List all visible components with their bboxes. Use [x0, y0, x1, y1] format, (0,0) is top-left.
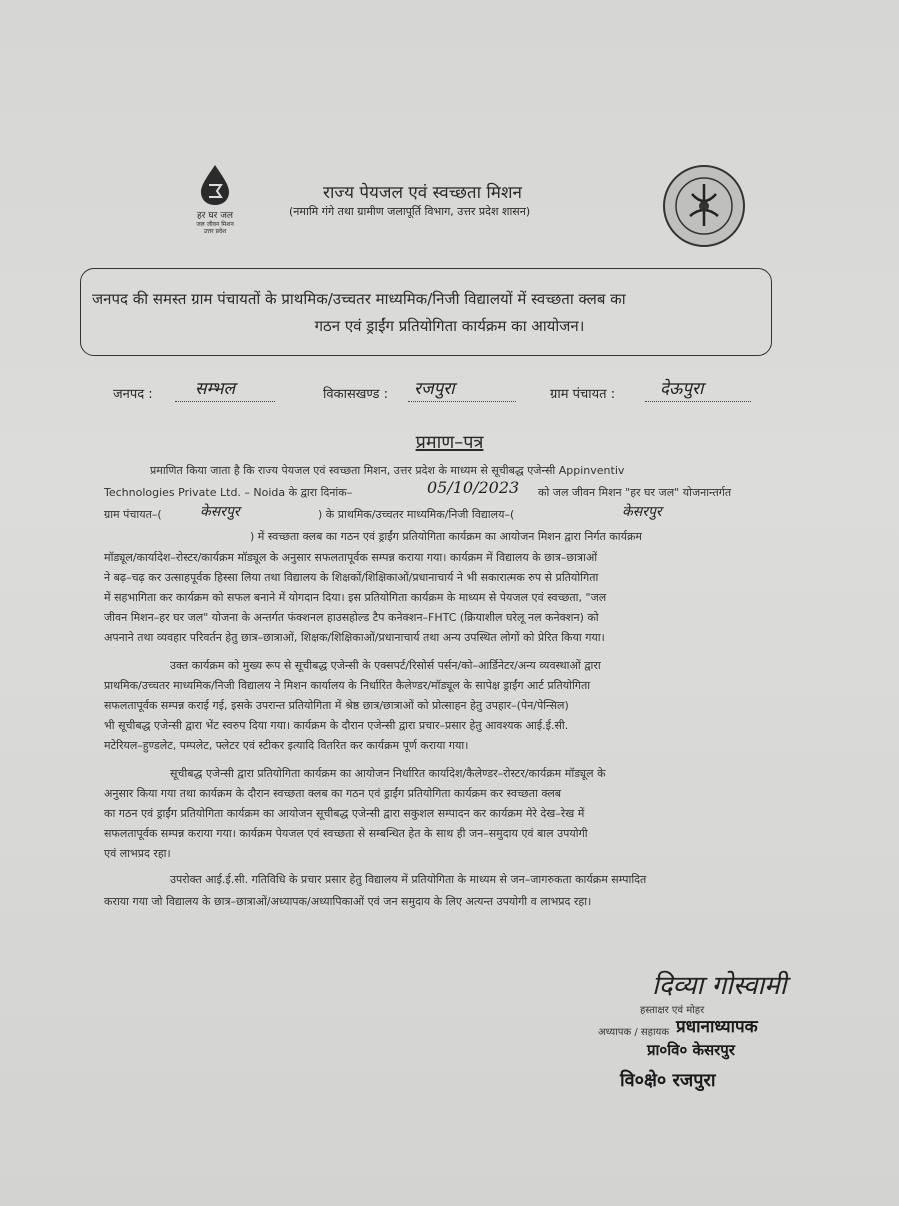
para2-line1: उक्त कार्यक्रम को मुख्य रूप से सूचीबद्ध एजेन्सी के एक्सपर्ट/रिसोर्स पर्सन/को–आर्डिनेटर/अन्य व्यवस्थाओं द्वारा: [170, 659, 601, 672]
school-name: केसरपुर: [622, 504, 662, 520]
role-label: अध्यापक / सहायक: [598, 1027, 670, 1038]
village-name: केसरपुर: [200, 504, 240, 520]
mission-title: राज्य पेयजल एवं स्वच्छता मिशन: [323, 183, 522, 203]
para1-line5: मॉड्यूल/कार्यादेश–रोस्टर/कार्यक्रम मॉड्यूल के अनुसार सफलतापूर्वक सम्पन्न कराया गया। कार्यक्रम में विद्यालय के छात्र–छात्राओं: [104, 551, 598, 564]
block-value: रजपुरा: [414, 379, 455, 399]
district-underline: [175, 401, 275, 402]
para3-line1: सूचीबद्ध एजेन्सी द्वारा प्रतियोगिता कार्यक्रम का आयोजन निर्धारित कार्यादेश/कैलेण्डर–रोस्टर/कार्यक्रम मॉड्यूल के: [170, 767, 606, 780]
up-government-seal: [662, 164, 746, 248]
para4-line2: कराया गया जो विद्यालय के छात्र–छात्राओं/अध्यापक/अध्यापिकाओं एवं जन समुदाय के लिए अत्यन्त उपयोगी व लाभप्रद रहा।: [104, 895, 592, 908]
stamp-block: वि०क्षे० रजपुरा: [620, 1070, 716, 1091]
para1-line3a: ग्राम पंचायत–(: [104, 508, 162, 521]
para2-line2: प्राथमिक/उच्चतर माध्यमिक/निजी विद्यालय ने मिशन कार्यालय के निर्धारित कैलेण्डर/मॉड्यूल के सापेक्ष ड्राईंग आर्ट प्रतियोगिता: [104, 679, 591, 692]
subject-line-2: गठन एवं ड्राईंग प्रतियोगिता कार्यक्रम का आयोजन।: [314, 317, 585, 335]
district-value: सम्भल: [195, 379, 236, 399]
para3-line3: का गठन एवं ड्राईंग प्रतियोगिता कार्यक्रम का आयोजन सूचीबद्ध एजेन्सी द्वारा सकुशल सम्पादन कर कार्यक्रम मेरे देख–रेख में: [104, 807, 585, 820]
para1-line2a: Technologies Private Ltd. – Noida के द्वारा दिनांक–: [104, 486, 353, 499]
para3-line5: एवं लाभप्रद रहा।: [104, 847, 171, 860]
para1-line6: ने बढ़–चढ़ कर उत्साहपूर्वक हिस्सा लिया तथा विद्यालय के शिक्षकों/शिक्षिकाओं/प्रधानाचार्य ने भी सकारात्मक रुप से प्रतियोगिता: [104, 571, 599, 584]
para1-line4: ) में स्वच्छता क्लब का गठन एवं ड्राईंग प्रतियोगिता कार्यक्रम का आयोजन मिशन द्वारा निर्गत कार्यक्रम: [250, 530, 642, 543]
para4-line1: उपरोक्त आई.ई.सी. गतिविधि के प्रचार प्रसार हेतु विद्यालय में प्रतियोगिता के माध्यम से जन–जागरुकता कार्यक्रम सम्पादित: [170, 873, 647, 886]
para1-line8: जीवन मिशन–हर घर जल" योजना के अन्तर्गत फंक्शनल हाउसहोल्ड टैप कनेक्शन–FHTC (क्रियाशील घरेलू नल कनेक्शन) को: [104, 611, 599, 624]
har-ghar-jal-logo: [180, 163, 250, 243]
para1-line1: प्रमाणित किया जाता है कि राज्य पेयजल एवं स्वच्छता मिशन, उत्तर प्रदेश के माध्यम से सूचीबद्ध एजेन्सी Appinventiv: [150, 464, 625, 477]
para1-line2b: को जल जीवन मिशन "हर घर जल" योजनान्तर्गत: [538, 486, 732, 499]
panchayat-value: देऊपुरा: [660, 379, 704, 399]
block-underline: [408, 401, 516, 402]
water-drop-icon: [197, 163, 233, 207]
logo-text: हर घर जल: [197, 211, 233, 221]
panchayat-underline: [645, 401, 751, 402]
para1-line7: में सहभागिता कर कार्यक्रम को सफल बनाने में योगदान दिया। इस प्रतियोगिता कार्यक्रम के माध्यम से पेयजल एवं स्वच्छता, "जल: [104, 591, 607, 604]
certificate-title: प्रमाण–पत्र: [415, 432, 484, 453]
para3-line4: सफलतापूर्वक सम्पन्न कराया गया। कार्यक्रम पेयजल एवं स्वच्छता से सम्बन्धित हेत के साथ ही जन–समुदाय एवं बाल उपयोगी: [104, 827, 588, 840]
signature-label: हस्ताक्षर एवं मोहर: [640, 1005, 705, 1016]
para1-line9: अपनाने तथा व्यवहार परिवर्तन हेतु छात्र–छात्राओं, शिक्षक/शिक्षिकाओं/प्रधानाचार्य तथा अन्य उपस्थित लोगों को प्रेरित किया गया।: [104, 631, 605, 644]
subject-line-1: जनपद की समस्त ग्राम पंचायतों के प्राथमिक/उच्चतर माध्यमिक/निजी विद्यालयों में स्वच्छता क्लब का: [92, 290, 626, 308]
para1-line3b: ) के प्राथमिक/उच्चतर माध्यमिक/निजी विद्यालय–(: [318, 508, 515, 521]
para2-line4: भी सूचीबद्ध एजेन्सी द्वारा भेंट स्वरुप दिया गया। कार्यक्रम के दौरान एजेन्सी द्वारा प्रचार–प्रसार हेतु आवश्यक आई.ई.सी.: [104, 719, 569, 732]
program-date: 05/10/2023: [427, 478, 520, 497]
block-label: विकासखण्ड :: [323, 387, 389, 402]
mission-subtitle: (नमामि गंगे तथा ग्रामीण जलापूर्ति विभाग, उत्तर प्रदेश शासन): [289, 205, 531, 218]
subject-box: [80, 268, 772, 356]
district-label: जनपद :: [113, 387, 153, 402]
logo-subtext: जल जीवन मिशन: [196, 221, 234, 228]
para2-line5: मटेरियल–हुण्डलेट, पम्पलेट, फ्लेटर एवं स्टीकर इत्यादि वितरित कर कार्यक्रम पूर्ण कराया गया।: [104, 739, 469, 752]
stamp-school: प्रा०वि० केसरपुर: [647, 1041, 735, 1059]
para2-line3: सफलतापूर्वक सम्पन्न कराई गई, इसके उपरान्त प्रतियोगिता में श्रेष्ठ छात्र/छात्राओं को प्रोत्साहन हेतु उपहार–(पेन/पेन्सिल): [104, 699, 569, 712]
panchayat-label: ग्राम पंचायत :: [550, 387, 616, 402]
stamp-headmaster: प्रधानाध्यापक: [676, 1017, 758, 1037]
signature-handwritten: दिव्या गोस्वामी: [652, 971, 787, 1001]
logo-state: उत्तर प्रदेश: [203, 228, 227, 235]
para3-line2: अनुसार किया गया तथा कार्यक्रम के दौरान स्वच्छता क्लब का गठन एवं ड्राईंग प्रतियोगिता कार्यक्रम कर स्वच्छता क्लब: [104, 787, 562, 800]
